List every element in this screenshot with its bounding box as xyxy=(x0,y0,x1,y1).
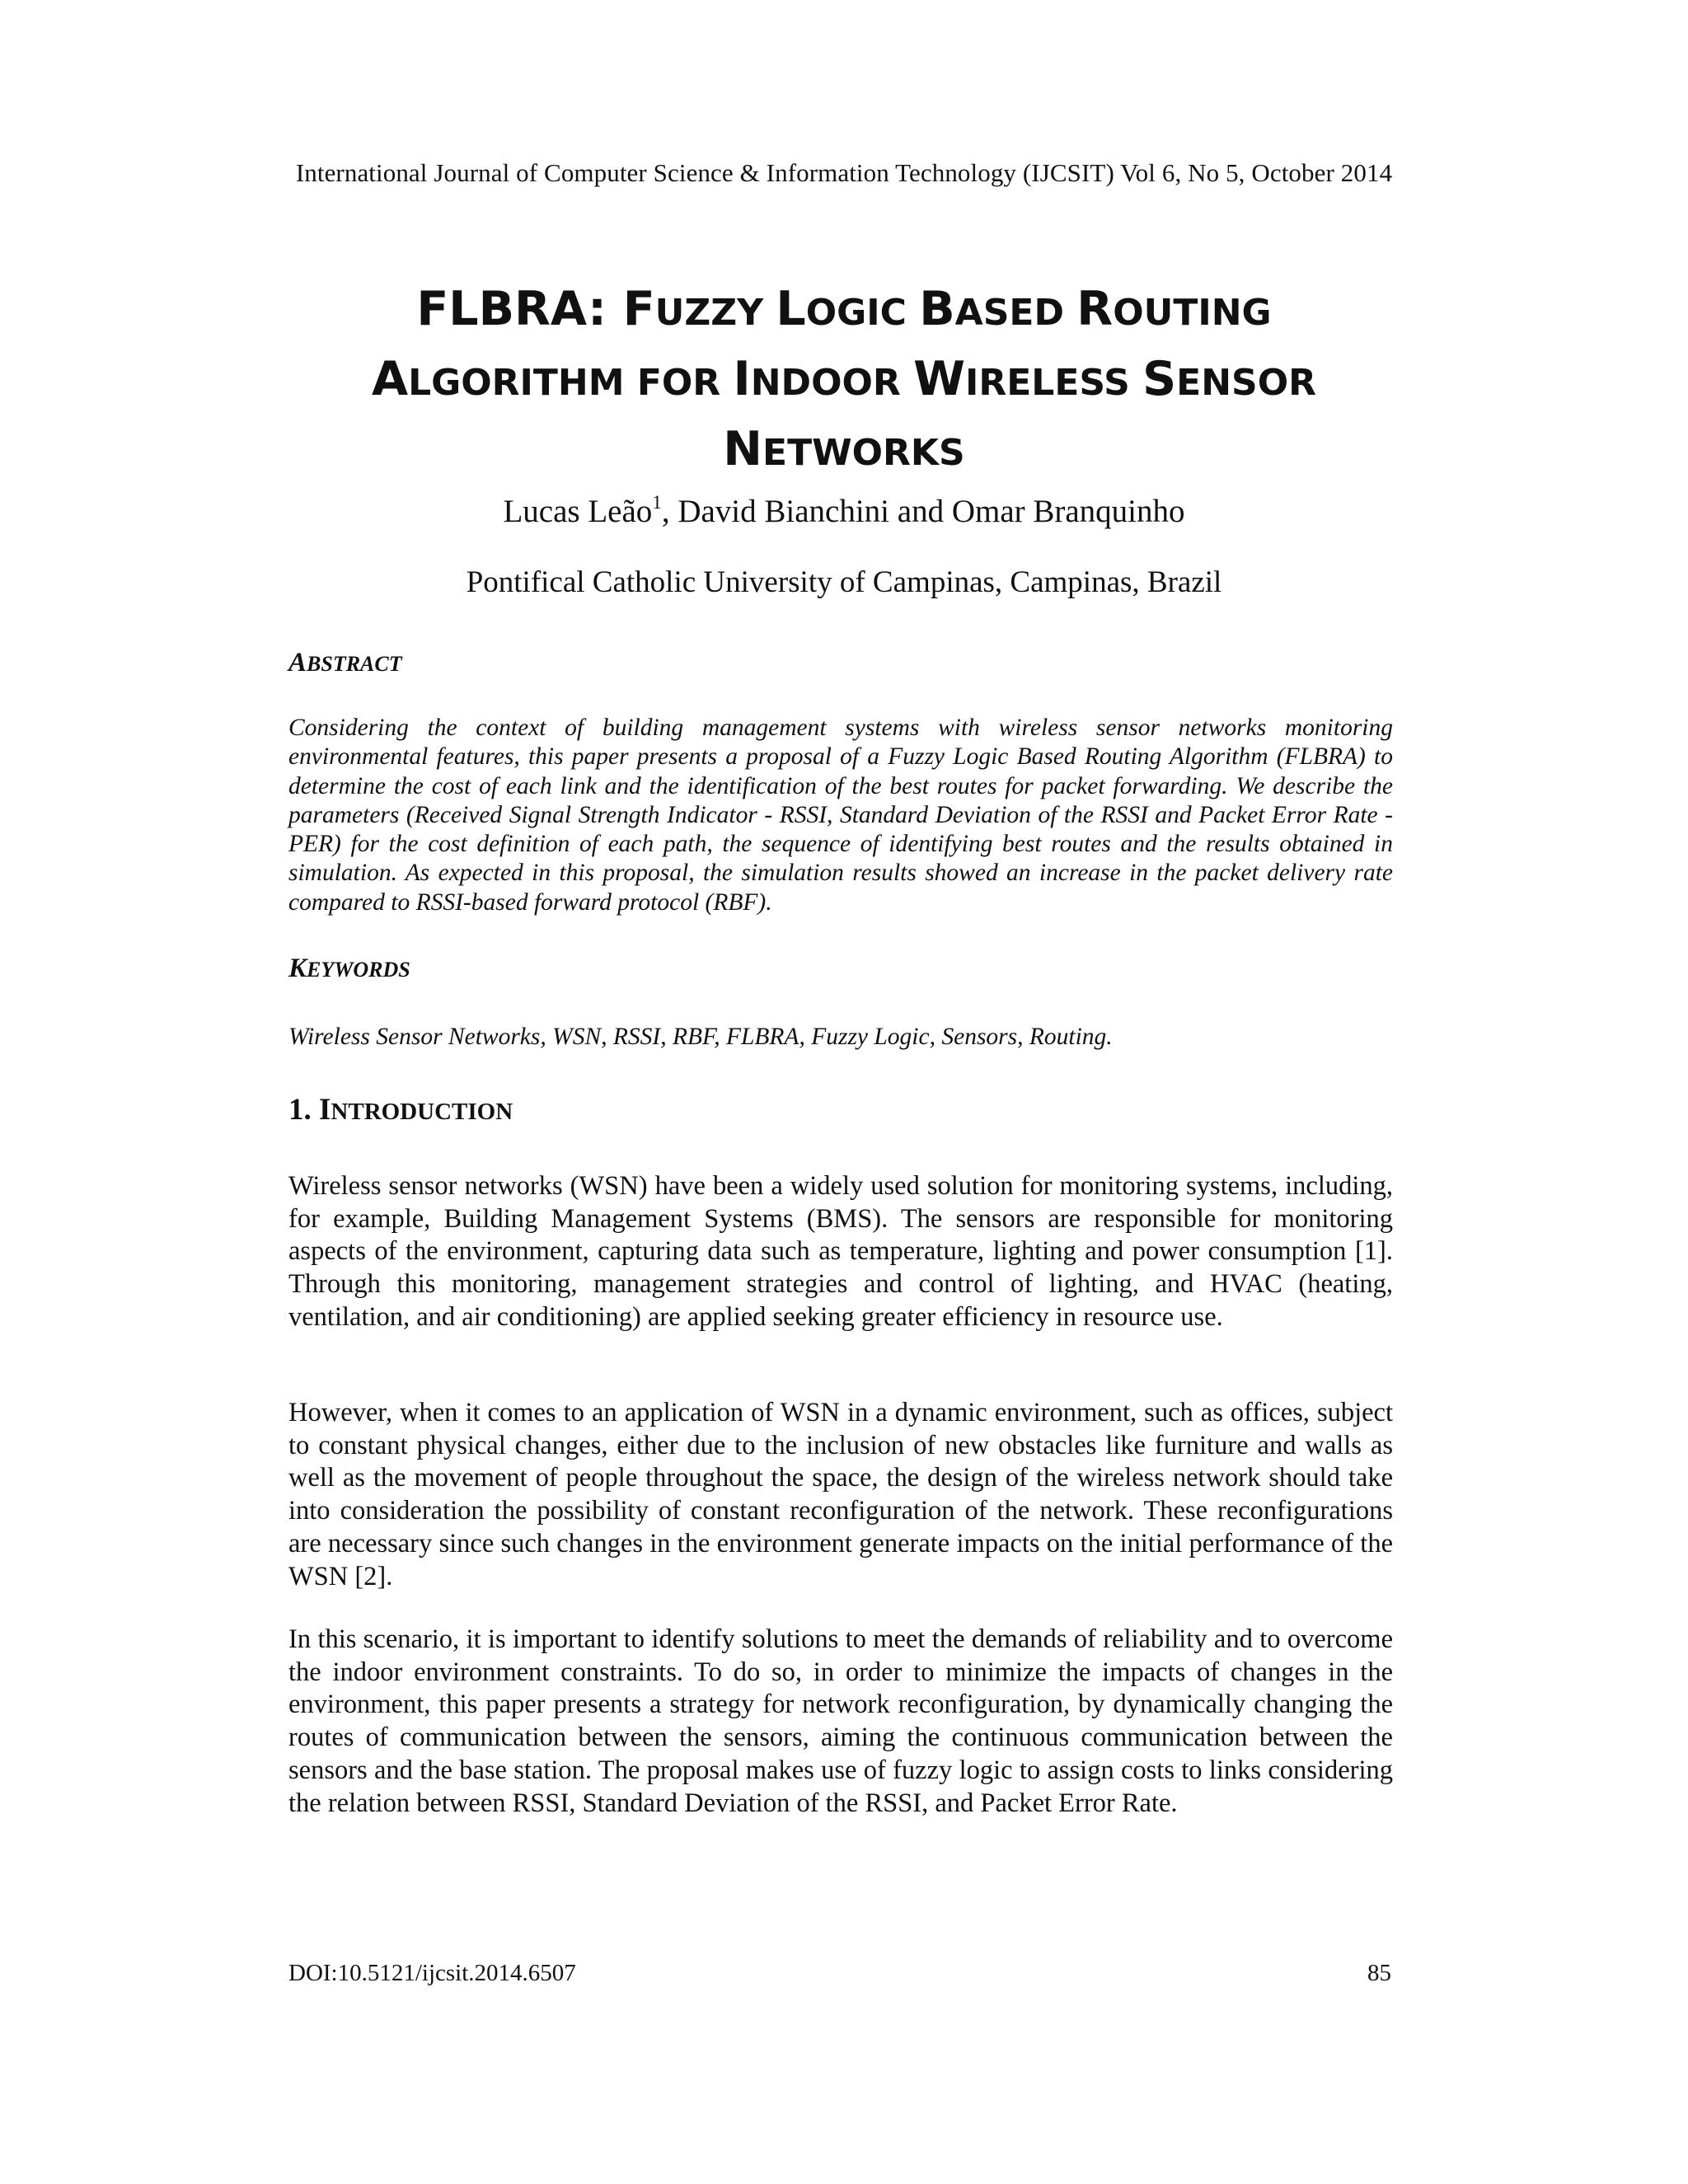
title-line-1: FLBRA: FUZZY LOGIC BASED ROUTING xyxy=(416,282,1272,336)
abstract-text: Considering the context of building management systems with wireless sensor networks monitoring environmental features, this paper presents a proposal of a Fuzzy Logic Based Routing Algorithm (FLBRA) to determine the cost of each link and the identification of the best routes for packet forwarding. We describe the parameters (Received Signal Strength Indicator - RSSI, Standard Deviation of the RSSI and Packet Error Rate - PER) for the cost definition of each path, the sequence of identifying best routes and the results obtained in simulation. As expected in this proposal, the simulation results showed an increase in the packet delivery rate compared to RSSI-based forward protocol (RBF). xyxy=(288,715,1393,916)
abstract-heading: ABSTRACT xyxy=(288,648,402,677)
keywords-text: Wireless Sensor Networks, WSN, RSSI, RBF, FLBRA, Fuzzy Logic, Sensors, Routing. xyxy=(288,1024,1113,1050)
intro-paragraph-3: In this scenario, it is important to identify solutions to meet the demands of reliability and to overcome the indoor environment constraints. To do so, in order to minimize the impacts of changes in the environment, this paper presents a strategy for network reconfiguration, by dynamically changing the routes of communication between the sensors, aiming the continuous communication between the sensors and the base station. The proposal makes use of fuzzy logic to assign costs to links considering the relation between RSSI, Standard Deviation of the RSSI, and Packet Error Rate. xyxy=(288,1624,1393,1818)
intro-paragraph-1: Wireless sensor networks (WSN) have been a widely used solution for monitoring systems, including, for example, Building Management Systems (BMS). The sensors are responsible for monitoring aspects of the environment, capturing data such as temperature, lighting and power consumption [1]. Through this monitoring, management strategies and control of lighting, and HVAC (heating, ventilation, and air conditioning) are applied seeking greater efficiency in resource use. xyxy=(288,1171,1393,1332)
author-list: Lucas Leão$^1$, David Bianchini and Omar Branquinho xyxy=(503,492,1185,529)
title-line-2: ALGORITHM FOR INDOOR WIRELESS SENSOR xyxy=(371,352,1317,406)
affiliation: Pontifical Catholic University of Campinas, Campinas, Brazil xyxy=(466,565,1222,599)
page-number: 85 xyxy=(1367,1960,1391,1986)
intro-paragraph-2: However, when it comes to an application of WSN in a dynamic environment, such as offices, subject to constant physical changes, either due to the inclusion of new obstacles like furniture and walls as well as the movement of people throughout the space, the design of the wireless network should take into consideration the possibility of constant reconfiguration of the network. These reconfigurations are necessary since such changes in the environment generate impacts on the initial performance of the WSN [2]. xyxy=(288,1398,1393,1591)
paper-title xyxy=(0,276,1688,486)
doi-link[interactable]: DOI:10.5121/ijcsit.2014.6507 xyxy=(288,1960,576,1986)
keywords-heading: KEYWORDS xyxy=(288,954,410,983)
introduction-heading: 1. INTRODUCTION xyxy=(288,1093,513,1127)
affiliation-marker: 1 xyxy=(652,492,662,513)
title-line-3: NETWORKS xyxy=(723,422,965,476)
running-header: International Journal of Computer Science & Information Technology (IJCSIT) Vol 6, No 5, October 2014 xyxy=(295,158,1393,187)
